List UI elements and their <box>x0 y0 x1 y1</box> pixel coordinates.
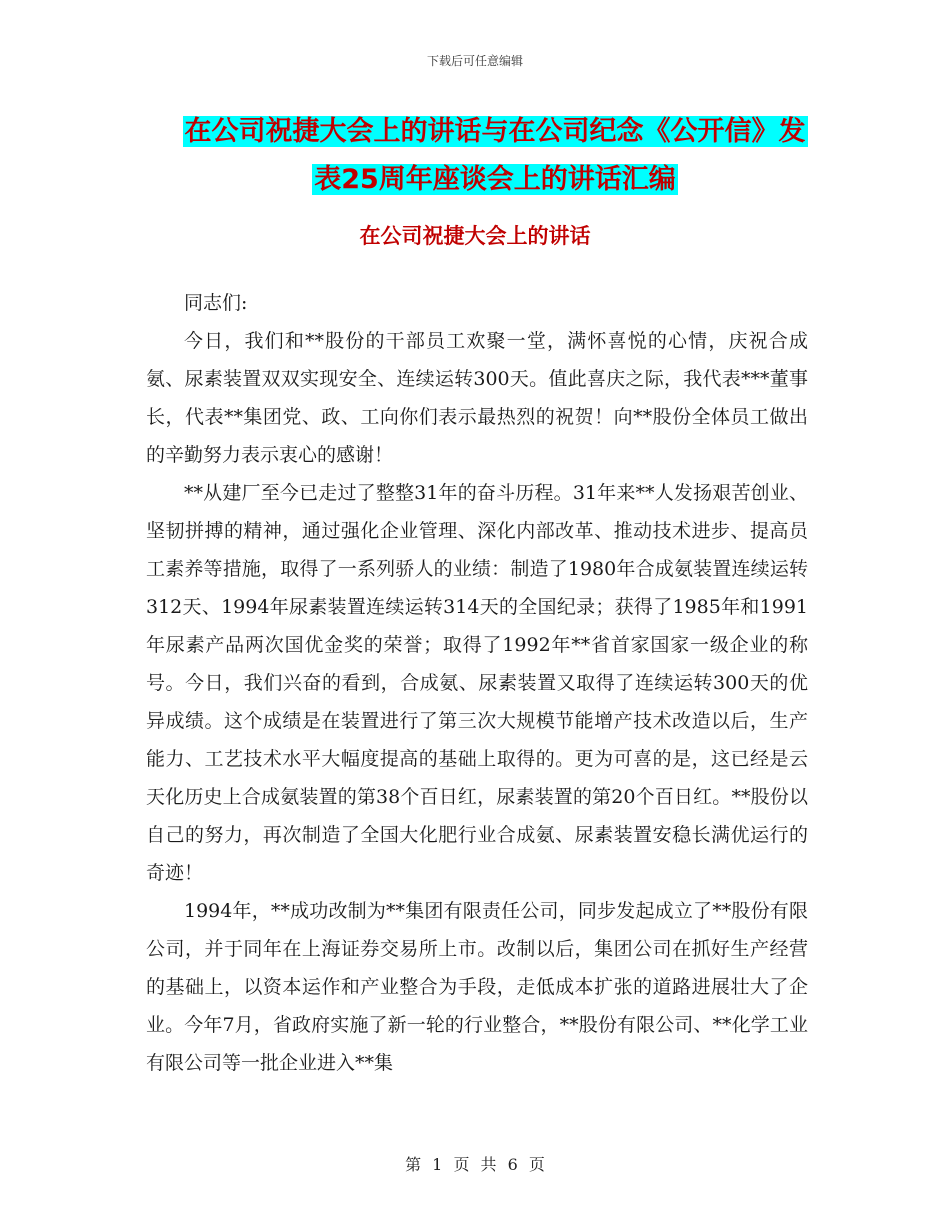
section-title: 在公司祝捷大会上的讲话 <box>359 224 591 248</box>
paragraph: 今日，我们和**股份的干部员工欢聚一堂，满怀喜悦的心情，庆祝合成氨、尿素装置双双实现安全、连续运转300天。值此喜庆之际，我代表***董事长，代表**集团党、政、工向你们表示最热烈的祝贺！向**股份全体员工做出的辛勤努力表示衷心的感谢！ <box>146 330 808 466</box>
document-body <box>146 284 808 1082</box>
salutation: 同志们: <box>184 292 248 314</box>
document-title <box>150 108 840 204</box>
paragraph: **从建厂至今已走过了整整31年的奋斗历程。31年来**人发扬艰苦创业、坚韧拼搏的精神，通过强化企业管理、深化内部改革、推动技术进步、提高员工素养等措施，取得了一系列骄人的业绩：制造了1980年合成氨装置连续运转312天、1994年尿素装置连续运转314天的全国纪录；获得了1985年和1991年尿素产品两次国优金奖的荣誉；取得了1992年**省首家国家一级企业的称号。今日，我们兴奋的看到，合成氨、尿素装置又取得了连续运转300天的优异成绩。这个成绩是在装置进行了第三次大规模节能增产技术改造以后，生产能力、工艺技术水平大幅度提高的基础上取得的。更为可喜的是，这已经是云天化历史上合成氨装置的第38个百日红，尿素装置的第20个百日红。**股份以自己的努力，再次制造了全国大化肥行业合成氨、尿素装置安稳长满优运行的奇迹！ <box>146 482 808 884</box>
paragraph: 1994年，**成功改制为**集团有限责任公司，同步发起成立了**股份有限公司，并于同年在上海证券交易所上市。改制以后，集团公司在抓好生产经营的基础上，以资本运作和产业整合为手段，走低成本扩张的道路进展壮大了企业。今年7月，省政府实施了新一轮的行业整合，**股份有限公司、**化学工业有限公司等一批企业进入**集 <box>146 900 808 1074</box>
document-title-line-2: 表25周年座谈会上的讲话汇编 <box>314 164 676 195</box>
page-header-note: 下载后可任意编辑 <box>426 54 523 68</box>
page-number-footer: 第 1 页 共 6 页 <box>405 1155 545 1174</box>
document-title-line-1: 在公司祝捷大会上的讲话与在公司纪念《公开信》发 <box>184 116 806 147</box>
